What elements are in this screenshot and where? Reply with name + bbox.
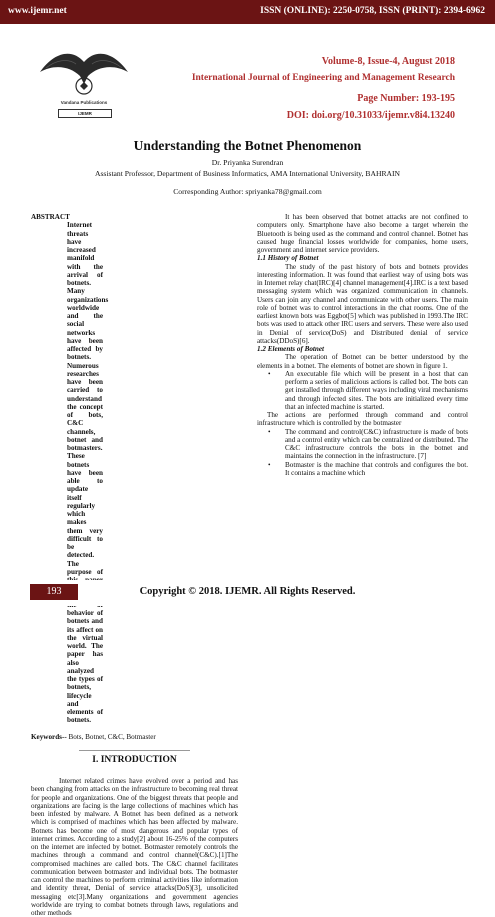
journal-website[interactable]: www.ijemr.net bbox=[8, 6, 67, 16]
logo-box-label: IJEMR bbox=[58, 109, 112, 118]
paragraph-botnet-attacks: It has been observed that botnet attacks are not confined to computers only. Smartphone have also become a target wherein the Bluetooth is being used as the command and control channel. Botnet has caused huge financial losses worldwide for companies, home users, government and internet service providers. bbox=[257, 213, 468, 254]
copyright: Copyright © 2018. IJEMR. All Rights Reserved. bbox=[139, 586, 356, 597]
footer bbox=[0, 580, 495, 606]
elements-list bbox=[257, 370, 468, 411]
issn-text: ISSN (ONLINE): 2250-0758, ISSN (PRINT): 2394-6962 bbox=[260, 6, 485, 16]
list-item-bot: • An executable file which will be present in a host that can perform a series of malicious actions is called bot. The bots can get installed through different ways including viral mechanisms and through infected sites. The bots are initialized every time that an infected machine is started. bbox=[257, 370, 468, 411]
paragraph-elements: The operation of Botnet can be better understood by the elements in a botnet. The elements of botnet are shown in figure 1. bbox=[257, 353, 468, 370]
list-item-botmaster: • Botmaster is the machine that controls and configures the bot. It contains a machine which bbox=[257, 461, 468, 478]
doi-link[interactable]: DOI: doi.org/10.31033/ijemr.v8i4.13240 bbox=[286, 110, 455, 121]
keywords: Keywords-- Bots, Botnet, C&C, Botmaster bbox=[31, 732, 156, 741]
author-affiliation: Assistant Professor, Department of Business Informatics, AMA International University, BAHRAIN bbox=[94, 169, 401, 178]
abstract-heading: ABSTRACT bbox=[31, 213, 70, 221]
paper-title: Understanding the Botnet Phenomenon bbox=[133, 138, 362, 153]
abstract-text: Internet threats have increased manifold with the arrival of botnets. Many organizations worldwide and the social networks have been affected by botnets. Numerous researches have been carried to understand the concept of bots, C&C channels, botnet and botmasters. These botnets have been able to update itself regularly which makes them very difficult to be detected. The purpose of behavior of botnets and its affect on the virtual world. The paper has also analyzed the types of botnets, lifecycle and elements of botnets. bbox=[67, 221, 109, 725]
logo-publisher: Vandana Publications bbox=[60, 100, 108, 105]
page-range: Page Number: 193-195 bbox=[357, 93, 455, 104]
list-item-cc-infrastructure: • The command and control(C&C) infrastructure is made of bots and a control entity which can be centralized or distributed. The C&C infrastructure controls the bots in the botnet and maintains the connection in the infrastructure. [7] bbox=[257, 428, 468, 461]
right-column bbox=[257, 213, 468, 477]
corresponding-author: Corresponding Author: spriyanka78@gmail.com bbox=[173, 187, 322, 196]
paragraph-history: The study of the past history of bots and botnets provides interesting information. It was found that earliest way of using bots was in Internet relay chat(IRC)[4] channel management[4].IRC is a text based messaging system which was organized communication in channels. Users can join any channel and communicate with other users. The main role of botnet was to control interactions in the chat rooms. One of the earliest known bots was Eggbot[5] which was published in 1993.The IRC bots was used to attack other IRC users and servers. These were also used in Denial of service(DoS) and Distributed denial of service attacks(DDoS)[6]. bbox=[257, 262, 468, 345]
elements-list-continued bbox=[257, 428, 468, 478]
left-column bbox=[31, 213, 238, 917]
introduction-paragraph: Internet related crimes have evolved over a period and has been changing from attacks on the infrastructure to becoming real threat for people and organizations. One of the biggest threats that people and organizations are facing is the large collections of machines which has been infested by malware. A Botnet has been defined as a network which is comprised of machines which has been affected by malware. Botnets has become one of most dangerous and popular types of internet crimes. According to a study[2] about 16-25% of the computers on the internet are infected by botnet. Botmaster remotely controls the machines through a command and control channel(C&C).[1]The compromised machines are called bots. The C&C channel facilitates communication between botmaster and individual bots. The botmaster can control the machines to perform criminal activities like information and identity threat, Denial of service attacks(DoS)[3], unsolicited messaging etc[3].Many organizations and government agencies worldwide are trying to combat botnets through laws, regulations and other methods bbox=[31, 777, 238, 917]
journal-name: International Journal of Engineering and Management Research bbox=[191, 73, 455, 83]
subheading-history: 1.1 History of Botnet bbox=[257, 254, 319, 263]
logo-eagle-icon bbox=[36, 38, 132, 102]
page-number: 193 bbox=[30, 584, 78, 600]
volume-issue: Volume-8, Issue-4, August 2018 bbox=[321, 56, 455, 67]
subheading-elements: 1.2 Elements of Botnet bbox=[257, 345, 325, 353]
section-heading-introduction: I. INTRODUCTION bbox=[31, 756, 238, 764]
journal-logo bbox=[36, 38, 132, 124]
header-bar bbox=[0, 0, 495, 24]
paragraph-cc-actions: The actions are performed through command and control infrastructure which is controlled by the botmaster bbox=[257, 411, 468, 428]
author-name: Dr. Priyanka Surendran bbox=[211, 158, 284, 167]
